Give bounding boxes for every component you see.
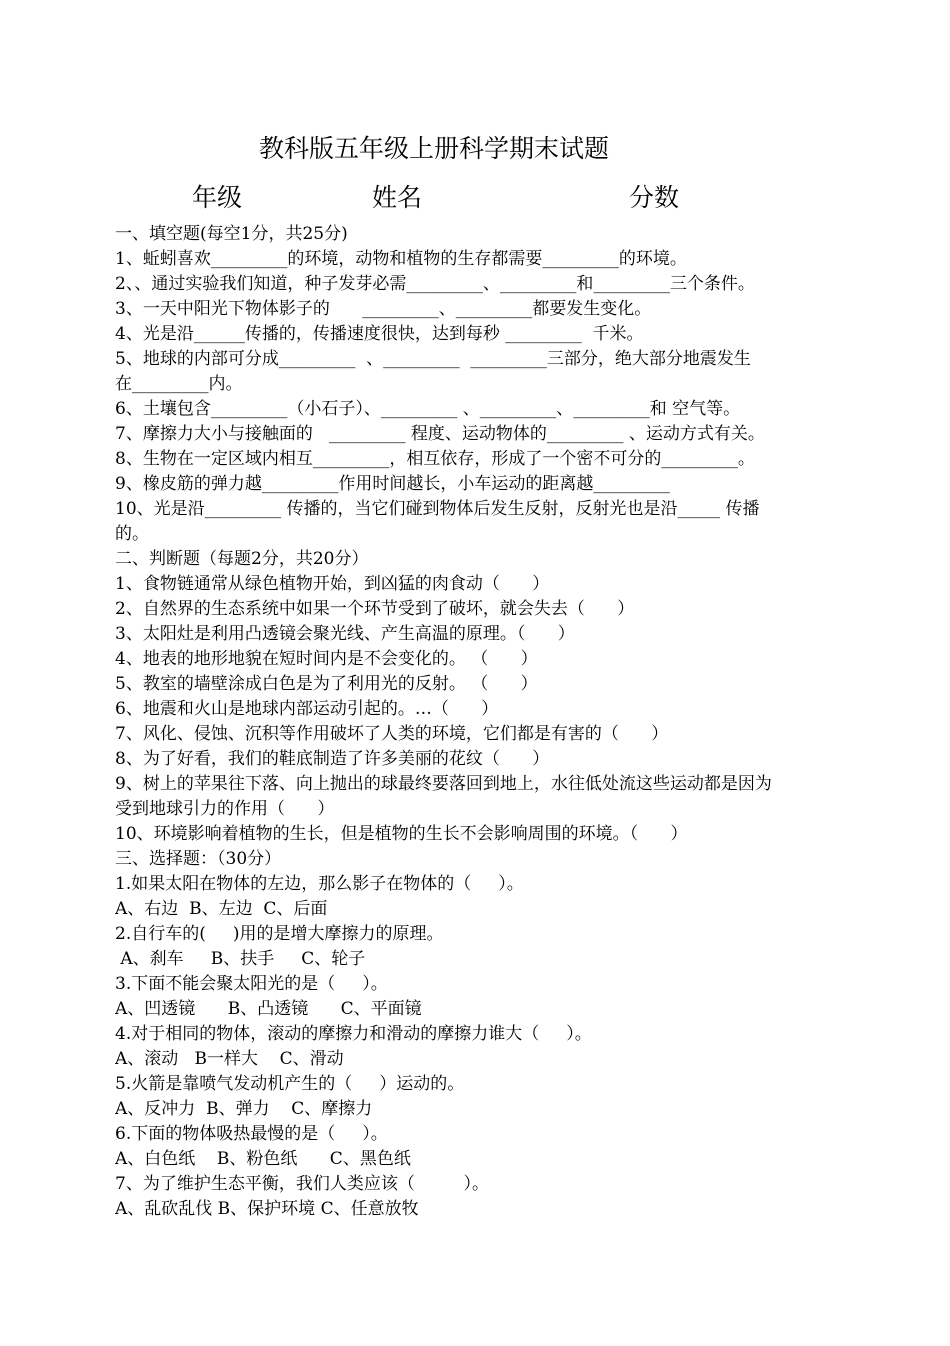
exam-line: 2、自然界的生态系统中如果一个环节受到了破坏，就会失去（ ） (115, 599, 635, 619)
exam-line: 9、橡皮筋的弹力越_________作用时间越长，小车运动的距离越_________ (115, 474, 670, 494)
grade-label: 年级 (192, 183, 243, 212)
exam-line: 三、选择题：（30分） (115, 849, 282, 869)
exam-line: 9、树上的苹果往下落、向上抛出的球最终要落回到地上，水往低处流这些运动都是因为 (115, 774, 772, 794)
exam-line: 在_________内。 (115, 374, 243, 394)
exam-line: 受到地球引力的作用（ ） (115, 799, 335, 819)
exam-line: 1、蚯蚓喜欢_________的环境，动物和植物的生存都需要_________的环境。 (115, 249, 687, 269)
exam-line: 4、地表的地形地貌在短时间内是不会变化的。 （ ） (115, 649, 538, 669)
exam-line: A、滚动 B一样大 C、滑动 (115, 1049, 344, 1069)
score-label: 分数 (629, 183, 680, 212)
exam-line: 6.下面的物体吸热最慢的是（ ）。 (115, 1124, 388, 1144)
exam-line: 4、光是沿______传播的，传播速度很快，达到每秒 _________ 千米。 (115, 324, 644, 344)
exam-line: 7、为了维护生态平衡，我们人类应该（ ）。 (115, 1174, 489, 1194)
exam-title: 教科版五年级上册科学期末试题 (258, 134, 609, 163)
exam-line: 2、、通过实验我们知道，种子发芽必需_________、_________和_________三个条件。 (115, 274, 755, 294)
exam-line: A、右边 B、左边 C、后面 (115, 899, 328, 919)
name-label: 姓名 (372, 183, 423, 212)
exam-line: A、白色纸 B、粉色纸 C、黑色纸 (115, 1149, 411, 1169)
exam-line: 7、摩擦力大小与接触面的 _________ 程度、运动物体的_________ 、运动方式有关。 (115, 424, 765, 444)
exam-line: 1、食物链通常从绿色植物开始，到凶猛的肉食动（ ） (115, 574, 550, 594)
exam-line: 5.火箭是靠喷气发动机产生的（ ）运动的。 (115, 1074, 465, 1094)
exam-line: 3、一天中阳光下物体影子的 _________、_________都要发生变化。 (115, 299, 652, 319)
exam-line: 10、光是沿_________ 传播的，当它们碰到物体后发生反射，反射光也是沿_____ 传播 (115, 499, 760, 519)
exam-line: 6、土壤包含_________（小石子）、_________ 、_________、_________和 空气等。 (115, 399, 741, 419)
exam-line: 一、填空题(每空1分，共25分) (115, 224, 348, 244)
exam-line: 5、教室的墙壁涂成白色是为了利用光的反射。 （ ） (115, 674, 538, 694)
exam-line: A、乱砍乱伐 B、保护环境 C、任意放牧 (115, 1199, 419, 1219)
exam-line: A、刹车 B、扶手 C、轮子 (115, 949, 366, 969)
exam-line: 4.对于相同的物体，滚动的摩擦力和滑动的摩擦力谁大（ ）。 (115, 1024, 592, 1044)
exam-line: A、凹透镜 B、凸透镜 C、平面镜 (115, 999, 422, 1019)
exam-line: A、反冲力 B、弹力 C、摩擦力 (115, 1099, 373, 1119)
exam-line: 3、太阳灶是利用凸透镜会聚光线、产生高温的原理。（ ） (115, 624, 575, 644)
exam-line: 1.如果太阳在物体的左边，那么影子在物体的（ ）。 (115, 874, 524, 894)
exam-line: 2.自行车的( )用的是增大摩擦力的原理。 (115, 924, 444, 944)
exam-line: 二、判断题（每题2分，共20分） (115, 549, 369, 569)
exam-line: 的。 (115, 524, 149, 544)
exam-line: 7、风化、侵蚀、沉积等作用破坏了人类的环境，它们都是有害的（ ） (115, 724, 669, 744)
exam-line: 6、地震和火山是地球内部运动引起的。…（ ） (115, 699, 499, 719)
exam-line: 8、生物在一定区域内相互_________，相互依存，形成了一个密不可分的_________。 (115, 449, 755, 469)
exam-line: 8、为了好看，我们的鞋底制造了许多美丽的花纹（ ） (115, 749, 550, 769)
exam-line: 10、环境影响着植物的生长，但是植物的生长不会影响周围的环境。（ ） (115, 824, 688, 844)
exam-line: 3.下面不能会聚太阳光的是（ ）。 (115, 974, 388, 994)
exam-line: 5、地球的内部可分成_________ 、_________ _________三部分，绝大部分地震发生 (115, 349, 751, 369)
exam-body (115, 222, 840, 1222)
